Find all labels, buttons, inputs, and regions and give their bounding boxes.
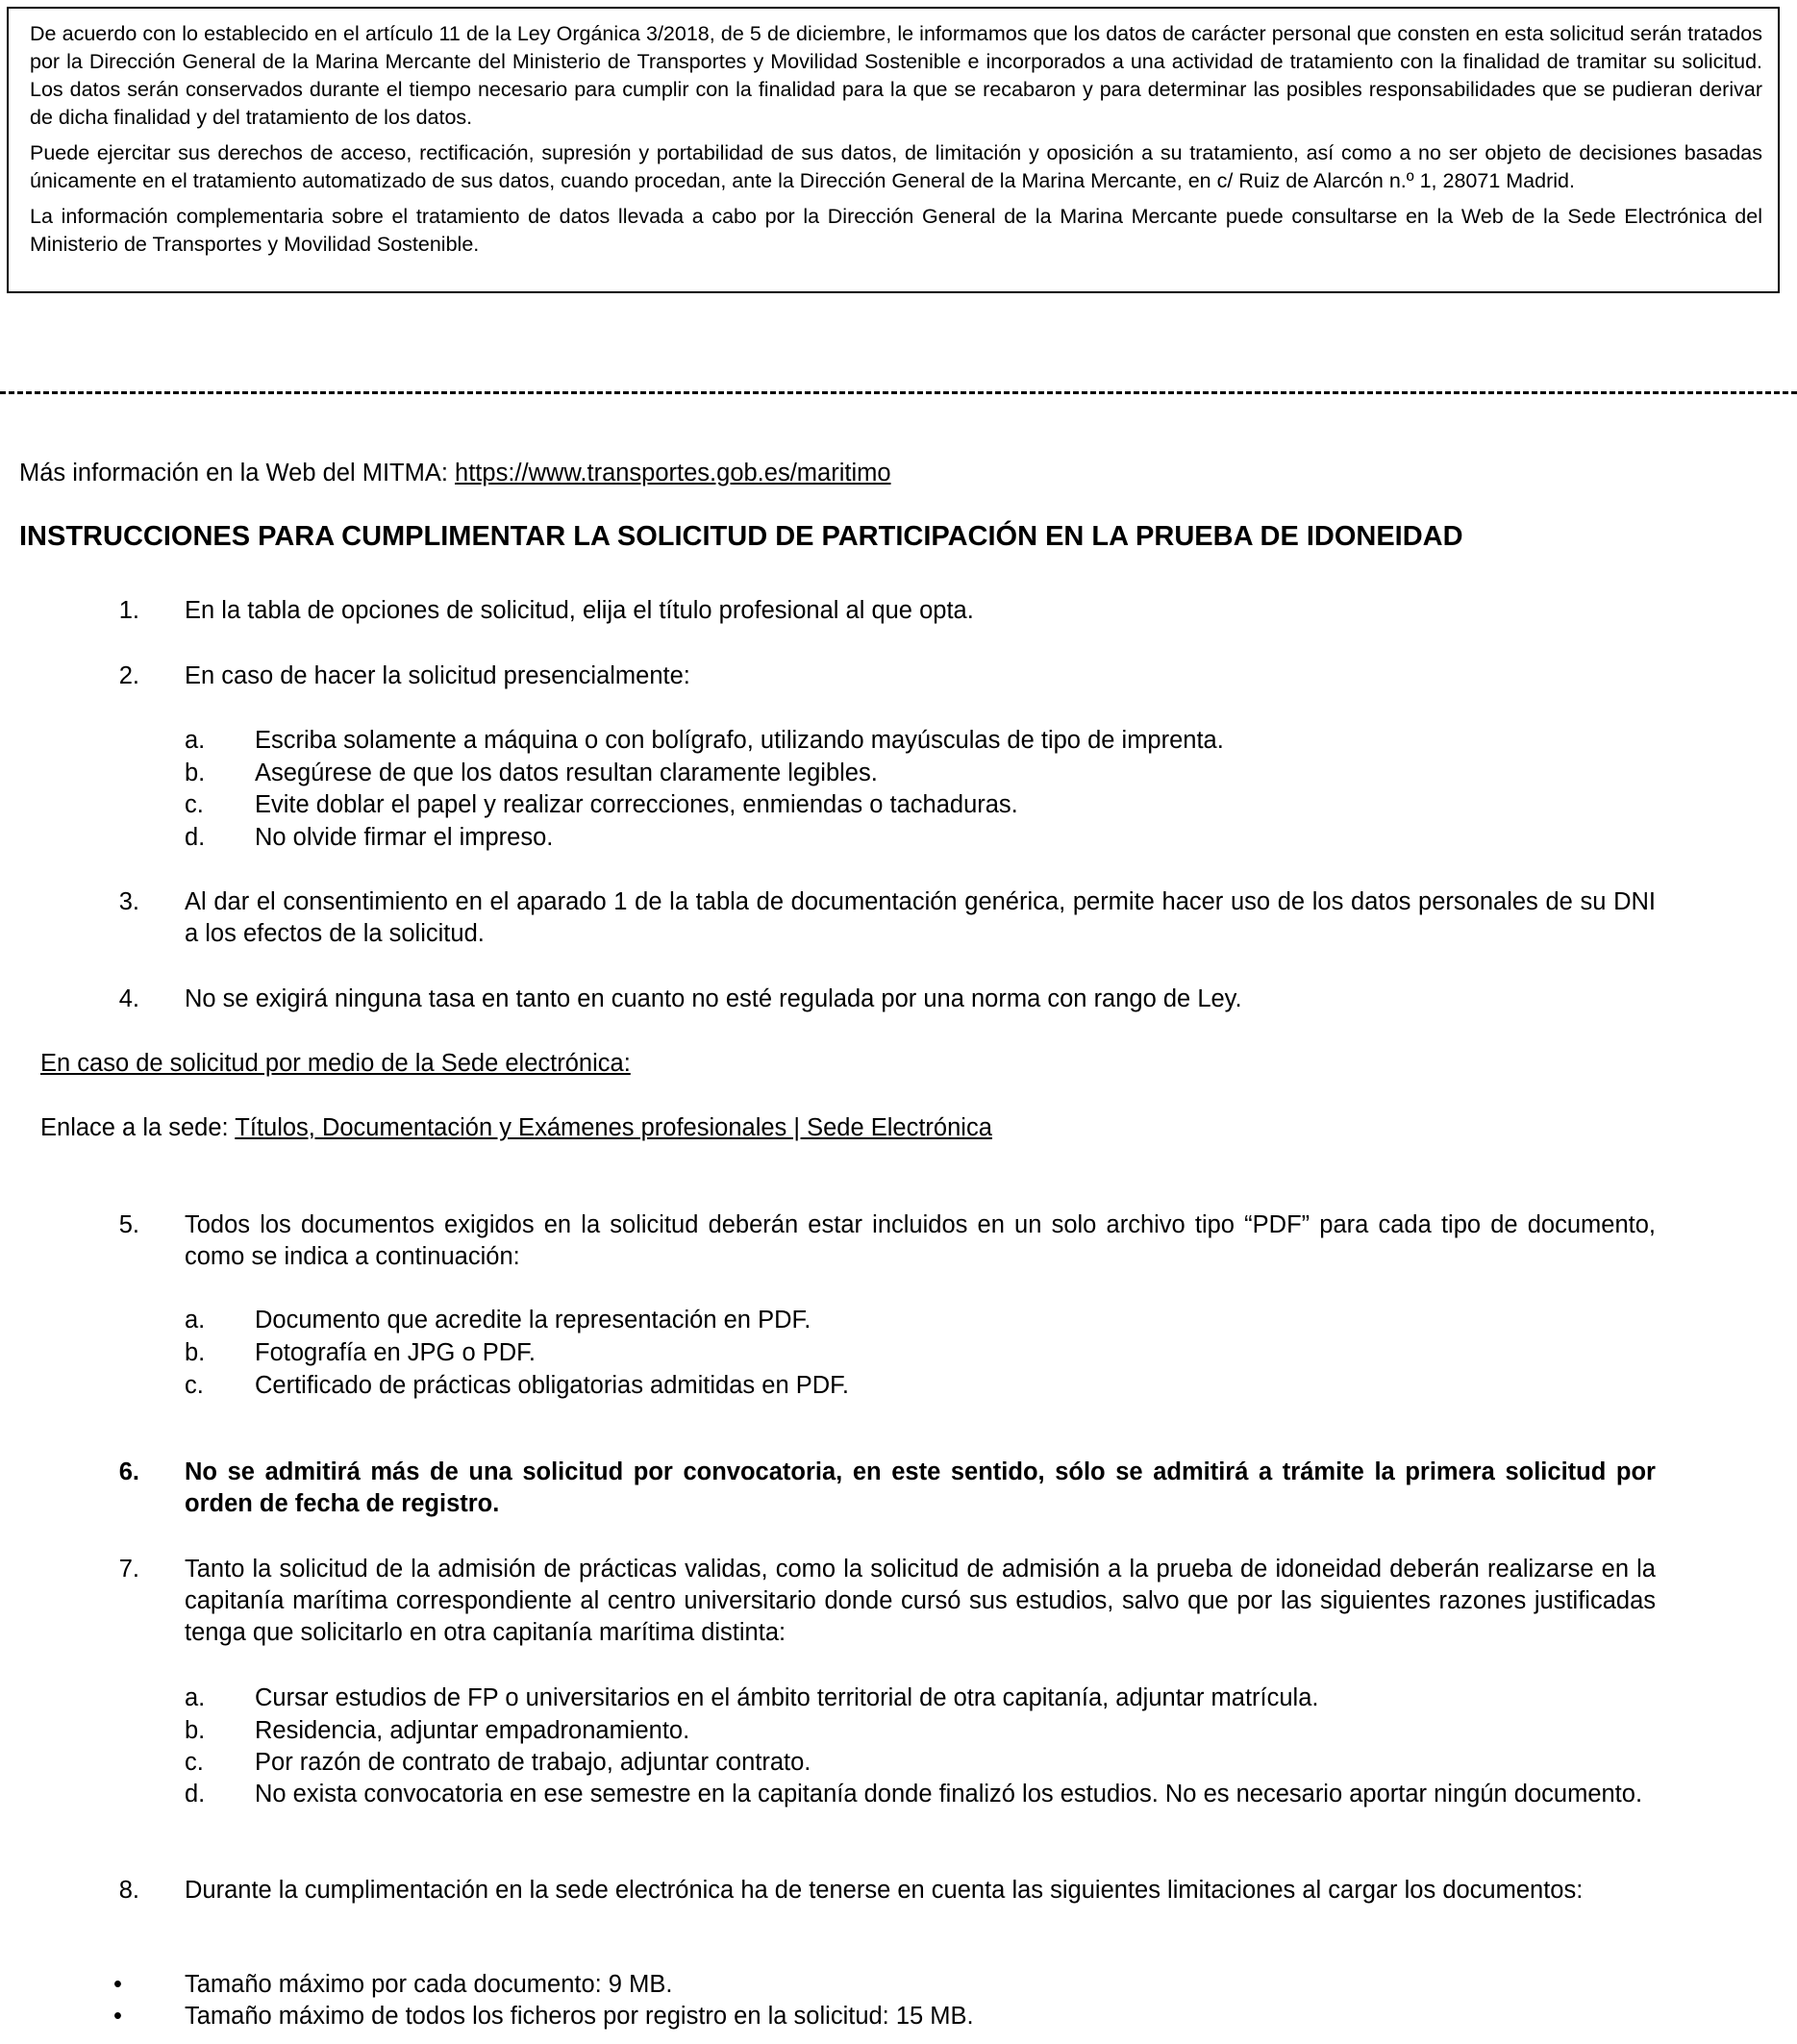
sede-electronica-link[interactable]: Títulos, Documentación y Exámenes profesionales | Sede Electrónica [235,1114,992,1141]
sub-text: Documento que acredite la representación en PDF. [255,1307,811,1334]
item-number: 2. [118,662,139,689]
privacy-paragraph: La información complementaria sobre el tratamiento de datos llevada a cabo por la Dirección General de la Marina Mercante puede consultarse en la Web de la Sede Electrónica del Ministerio de Transportes y Movilidad Sostenible. [30,205,1762,256]
item-text: Al dar el consentimiento en el aparado 1 de la tabla de documentación genérica, permite hacer uso de los datos personales de su DNI a los efectos de la solicitud. [185,888,1656,947]
bullet-icon: • [113,1971,122,1998]
item-number: 1. [118,597,139,624]
privacy-notice-box [7,7,1780,293]
item-number: 8. [118,1877,139,1904]
sub-letter: c. [185,1749,204,1776]
sub-text: No exista convocatoria en ese semestre en la capitanía donde finalizó los estudios. No es necesario aportar ningún documento. [255,1781,1643,1807]
sub-letter: b. [185,760,206,786]
item-text: Todos los documentos exigidos en la solicitud deberán estar incluidos en un solo archivo tipo “PDF” para cada tipo de documento, como se indica a continuación: [185,1211,1656,1270]
sub-text: No olvide firmar el impreso. [255,824,554,851]
more-info-label: Más información en la Web del MITMA: [19,460,456,486]
item-number: 6. [118,1458,139,1485]
sub-letter: a. [185,727,206,754]
sub-letter: d. [185,1781,206,1807]
sub-letter: b. [185,1717,206,1744]
bullet-text: Tamaño máximo por cada documento: 9 MB. [185,1971,673,1998]
item-text: Durante la cumplimentación en la sede electrónica ha de tenerse en cuenta las siguientes limitaciones al cargar los documentos: [185,1877,1584,1904]
item-number: 4. [118,985,139,1012]
sub-letter: d. [185,824,206,851]
privacy-paragraph: De acuerdo con lo establecido en el artículo 11 de la Ley Orgánica 3/2018, de 5 de diciembre, le informamos que los datos de carácter personal que consten en esta solicitud serán tratados por la Dirección General de la Marina Mercante del Ministerio de Transportes y Movilidad Sostenible e incorporados a una actividad de tratamiento con la finalidad de tramitar su solicitud. Los datos serán conservados durante el tiempo necesario para cumplir con la finalidad para la que se recabaron y para determinar las posibles responsabilidades que se pudieran derivar de dicha finalidad y del tratamiento de los datos. [30,22,1762,129]
more-info-line [19,458,891,489]
sub-text: Cursar estudios de FP o universitarios en el ámbito territorial de otra capitanía, adjuntar matrícula. [255,1684,1319,1711]
bullet-text: Tamaño máximo de todos los ficheros por registro en la solicitud: 15 MB. [185,2003,974,2030]
sub-text: Asegúrese de que los datos resultan claramente legibles. [255,760,878,786]
sub-letter: b. [185,1339,206,1366]
item-number: 3. [118,888,139,915]
item-text: No se admitirá más de una solicitud por convocatoria, en este sentido, sólo se admitirá a trámite la primera solicitud por orden de fecha de registro. [185,1458,1656,1517]
item-text: En la tabla de opciones de solicitud, elija el título profesional al que opta. [185,597,974,624]
sub-letter: a. [185,1307,206,1334]
item-text: Tanto la solicitud de la admisión de prácticas validas, como la solicitud de admisión a la prueba de idoneidad deberán realizarse en la capitanía marítima correspondiente al centro universitario donde cursó sus estudios, salvo que por las siguientes razones justificadas tenga que solicitarlo en otra capitanía marítima distinta: [185,1556,1656,1646]
item-number: 5. [118,1211,139,1238]
sede-link-label: Enlace a la sede: [40,1114,236,1141]
sede-link-line [40,1112,992,1144]
item-text: No se exigirá ninguna tasa en tanto en cuanto no esté regulada por una norma con rango de Ley. [185,985,1242,1012]
sede-heading: En caso de solicitud por medio de la Sede electrónica: [40,1050,631,1077]
sub-text: Residencia, adjuntar empadronamiento. [255,1717,690,1744]
sub-letter: c. [185,791,204,818]
sub-text: Escriba solamente a máquina o con bolígrafo, utilizando mayúsculas de tipo de imprenta. [255,727,1224,754]
item-text: En caso de hacer la solicitud presencialmente: [185,662,690,689]
bullet-icon: • [113,2003,122,2030]
sub-letter: a. [185,1684,206,1711]
item-number: 7. [118,1556,139,1583]
page-title: INSTRUCCIONES PARA CUMPLIMENTAR LA SOLICITUD DE PARTICIPACIÓN EN LA PRUEBA DE IDONEIDAD [19,521,1463,552]
mitma-link[interactable]: https://www.transportes.gob.es/maritimo [455,460,891,486]
sub-text: Certificado de prácticas obligatorias admitidas en PDF. [255,1372,849,1399]
cut-line-divider [0,391,1797,394]
sub-text: Por razón de contrato de trabajo, adjuntar contrato. [255,1749,811,1776]
sub-text: Fotografía en JPG o PDF. [255,1339,536,1366]
sub-letter: c. [185,1372,204,1399]
sub-text: Evite doblar el papel y realizar correcciones, enmiendas o tachaduras. [255,791,1018,818]
privacy-paragraph: Puede ejercitar sus derechos de acceso, rectificación, supresión y portabilidad de sus datos, de limitación y oposición a su tratamiento, así como a no ser objeto de decisiones basadas únicamente en el tratamiento automatizado de sus datos, cuando procedan, ante la Dirección General de la Marina Mercante, en c/ Ruiz de Alarcón n.º 1, 28071 Madrid. [30,141,1762,192]
